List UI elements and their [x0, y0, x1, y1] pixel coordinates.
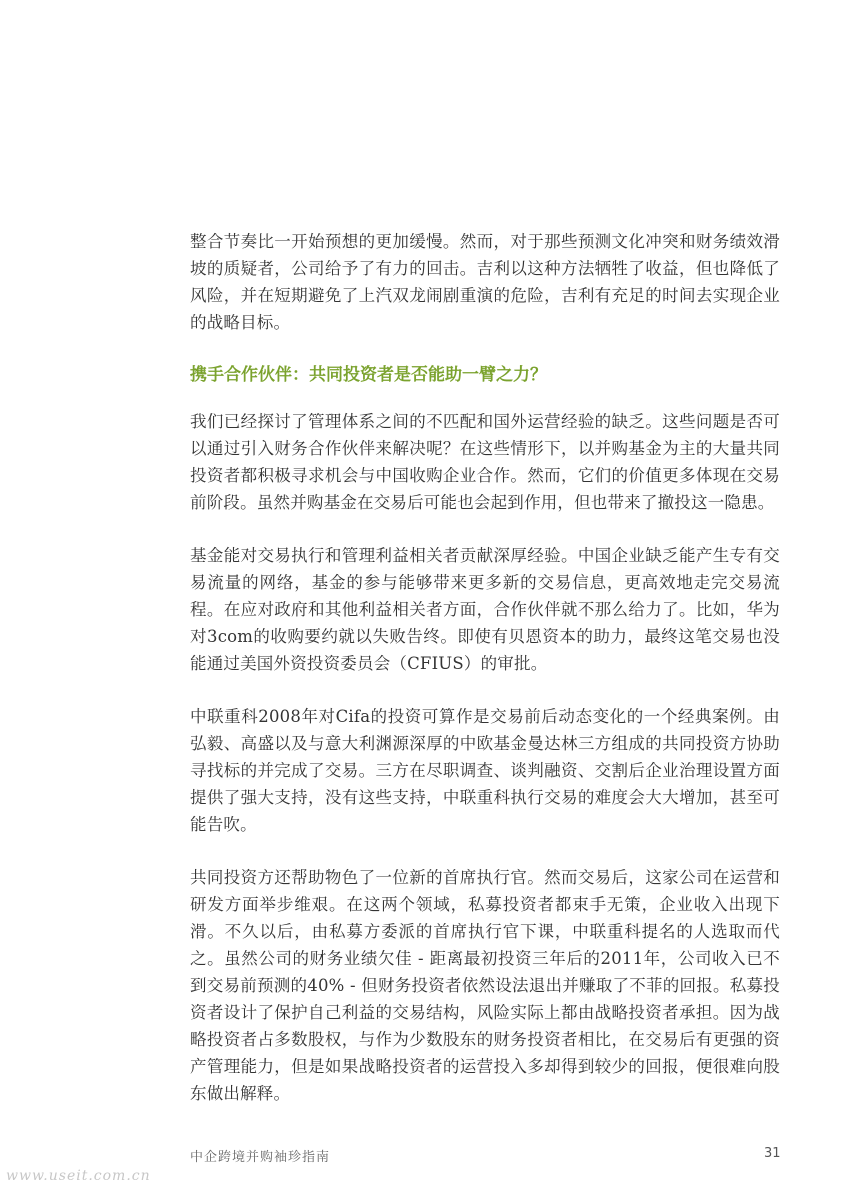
section-heading: 携手合作伙伴：共同投资者是否能助一臂之力？ [190, 365, 547, 385]
paragraph-3: 中联重科2008年对Cifa的投资可算作是交易前后动态变化的一个经典案例。由弘毅、高盛以及与意大利渊源深厚的中欧基金曼达林三方组成的共同投资方协助寻找标的并完成了交易。三方在尽职调查、谈判融资、交割后企业治理设置方面提供了强大支持，没有这些支持，中联重科执行交易的难度会大大增加，甚至可能告吹。 [190, 707, 780, 834]
paragraph-4: 共同投资方还帮助物色了一位新的首席执行官。然而交易后，这家公司在运营和研发方面举步维艰。在这两个领域，私募投资者都束手无策，企业收入出现下滑。不久以后，由私募方委派的首席执行官下课，中联重科提名的人选取而代之。虽然公司的财务业绩欠佳 - 距离最初投资三年后的2011年，公司收入已不到交易前预测的40% - 但财务投资者依然设法退出并赚取了不菲的回报。私募投资者设计了保护自己利益的交易结构，风险实际上都由战略投资者承担。因为战略投资者占多数股权，与作为少数股东的财务投资者相比，在交易后有更强的资产管理能力，但是如果战略投资者的运营投入多却得到较少的回报，便很难向股东做出解释。 [190, 868, 780, 1103]
footer-title: 中企跨境并购袖珍指南 [190, 1150, 331, 1165]
article-body [190, 228, 780, 1133]
paragraph-intro: 整合节奏比一开始预想的更加缓慢。然而，对于那些预测文化冲突和财务绩效滑坡的质疑者，公司给予了有力的回击。吉利以这种方法牺牲了收益，但也降低了风险，并在短期避免了上汽双龙闹剧重演的危险，吉利有充足的时间去实现企业的战略目标。 [190, 232, 780, 332]
watermark: www.useit.com.cn [6, 1168, 151, 1184]
page-number: 31 [764, 1146, 781, 1161]
paragraph-1: 我们已经探讨了管理体系之间的不匹配和国外运营经验的缺乏。这些问题是否可以通过引入财务合作伙伴来解决呢？在这些情形下，以并购基金为主的大量共同投资者都积极寻求机会与中国收购企业合作。然而，它们的价值更多体现在交易前阶段。虽然并购基金在交易后可能也会起到作用，但也带来了撤投这一隐患。 [190, 412, 780, 512]
paragraph-2: 基金能对交易执行和管理利益相关者贡献深厚经验。中国企业缺乏能产生专有交易流量的网络，基金的参与能够带来更多新的交易信息，更高效地走完交易流程。在应对政府和其他利益相关者方面，合作伙伴就不那么给力了。比如，华为对3com的收购要约就以失败告终。即使有贝恩资本的助力，最终这笔交易也没能通过美国外资投资委员会（CFIUS）的审批。 [190, 546, 780, 673]
